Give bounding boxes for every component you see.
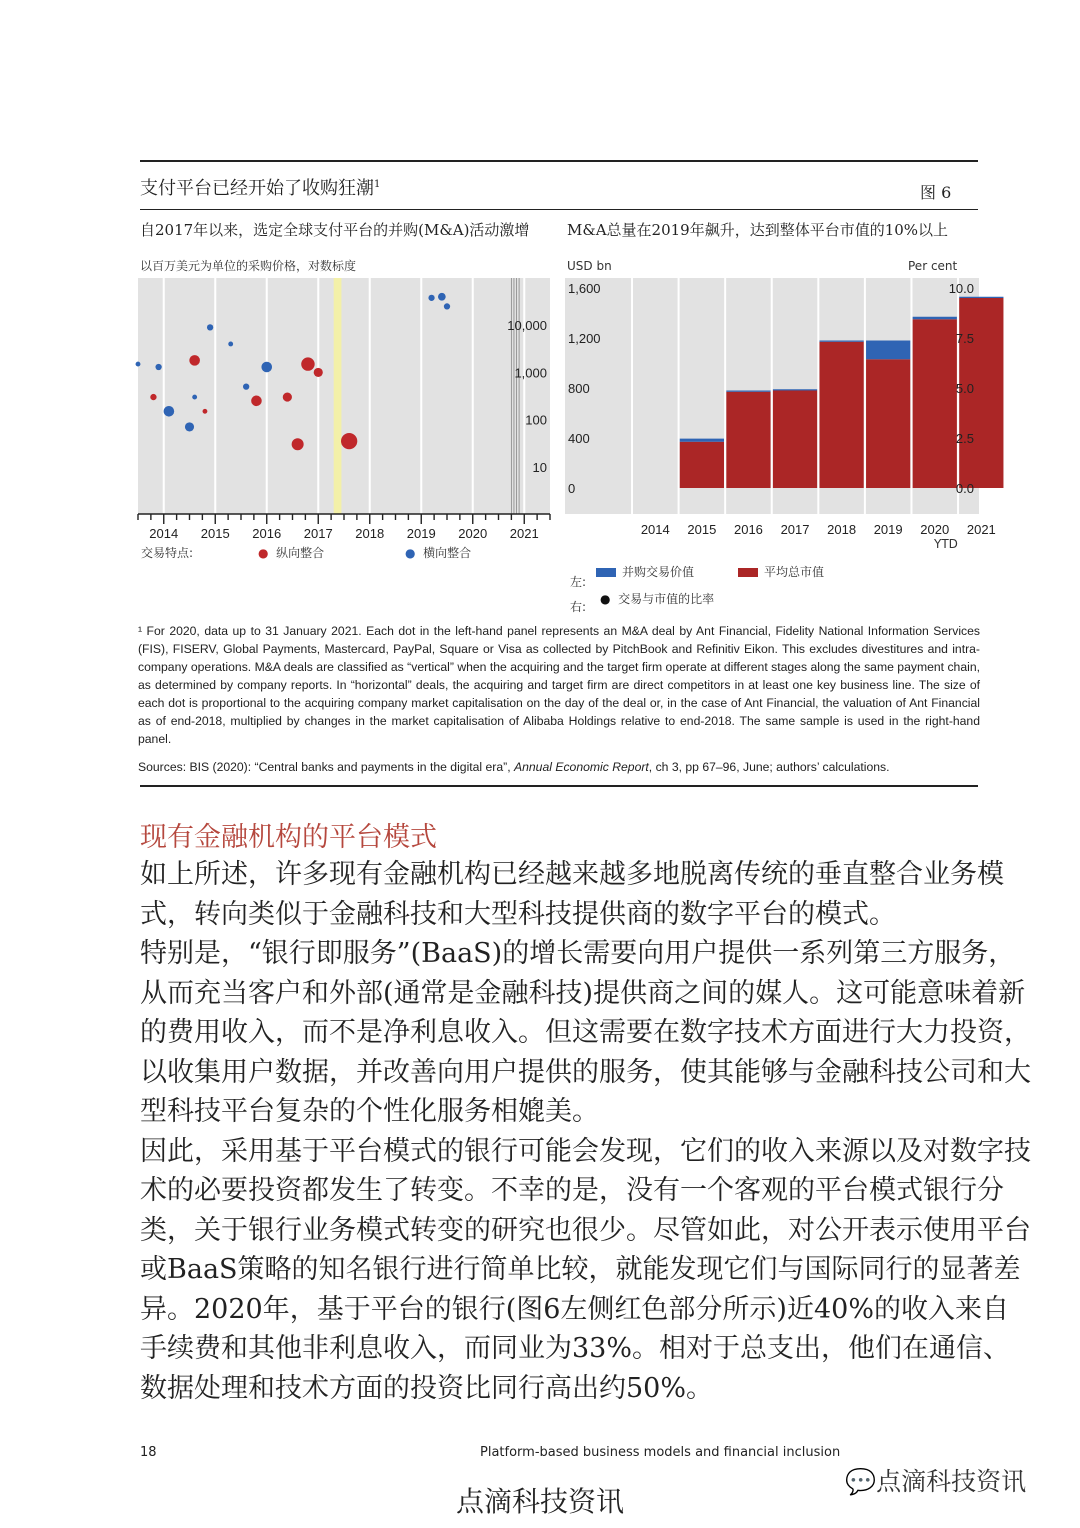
left-x-tick-label: 2021 [509,526,539,541]
deal-swatch-icon [596,568,616,577]
vertical-deal-point [189,355,200,366]
left-scatter-chart [138,278,552,540]
figure-top-rule [140,160,978,162]
figure-sources: Sources: BIS (2020): “Central banks and payments in the digital era”, Annual Economic Report, ch 3, pp 67–96, June; authors’ calculations. [138,760,890,774]
left-x-tick-label: 2014 [149,526,179,541]
highlight-band [334,278,342,514]
right-bar-chart [565,278,996,540]
left-x-tick-label: 2018 [355,526,385,541]
left-y-tick-label: 10 [532,459,547,475]
vertical-deal-point [203,409,208,414]
wechat-icon: 💬 [845,1467,877,1496]
left-legend-label: 交易特点: [141,546,194,560]
left-y-tick-label: 100 [525,412,547,428]
ratio-dot-icon: ● [600,592,611,606]
legend-horizontal: ● 横向整合 [405,546,472,560]
left-plot-background [138,278,550,514]
left-x-tick-label: 2020 [458,526,488,541]
horizontal-deal-point [155,364,161,370]
right-x-tick-label: 2018 [827,522,857,537]
right-x-tick-label: 2014 [640,522,670,537]
horizontal-deal-point [185,422,194,431]
running-footer-title: Platform-based business models and financial inclusion [480,1445,841,1460]
legend-ratio: ● 交易与市值的比率 [600,592,715,606]
deal-bar [726,391,770,392]
left-x-tick-label: 2015 [200,526,230,541]
cap-bar [913,319,957,488]
figure-footnote: ¹ For 2020, data up to 31 January 2021. Each dot in the left-hand panel represents an M&A deal by Ant Financial, Fidelity National Information Services (FIS), FISERV, Global Payments, Mastercard, PayPal, Square or Visa as collected by PitchBook and Refinitiv Eikon. This excludes divestitures and intra-company operations. M&A deals are classified as “vertical” when the acquiring and the target firm operate at different stages along the same payment chain, as determined by company reports. In “horizontal” deals, the acquiring and target firm are direct competitors in at least one key business line. The size of each dot is proportional to the acquiring company market capitalisation on the day of the deal or, in the case of Ant Financial, the valuation of Ant Financial as of end-2018, multiplied by changes in the market capitalisation of Alibaba Holdings relative to end-2018. The same sample is used in the right-hand panel. [138,624,980,746]
vertical-deal-point [150,394,156,400]
legend-cap: 平均总市值 [738,563,824,580]
horizontal-deal-point [261,362,272,373]
cap-bar [680,442,724,488]
paragraph: 因此，采用基于平台模式的银行可能会发现，它们的收入来源以及对数字技术的必要投资都发生了转变。不幸的是，没有一个客观的平台模式银行分类，关于银行业务模式转变的研究也很少。尽管如此，对公开表示使用平台或BaaS策略的知名银行进行简单比较，就能发现它们与国际同行的显著差异。2020年，基于平台的银行(图6左侧红色部分所示)近40%的收入来自手续费和其他非利息收入，而同业为33%。相对于总支出，他们在通信、数据处理和技术方面的投资比同行高出约50%。 [140,1135,1031,1404]
right-y-tick-label: 800 [568,381,590,396]
right-x-tick-label: 2015 [687,522,717,537]
right-x-tick-label: 2020 [920,522,950,537]
cap-bar [726,392,770,488]
deal-bar [773,389,817,390]
right-y2-tick-label: 10.0 [948,281,974,296]
left-panel-subtitle: 以百万美元为单位的采购价格，对数标度 [140,259,357,273]
vertical-deal-point [341,433,357,449]
vertical-deal-point [292,438,304,450]
figure-bottom-rule [140,785,978,787]
deal-bar [959,297,1003,298]
right-x-tick-label: 2021 [966,522,996,537]
vertical-deal-point [283,393,292,402]
left-y-tick-label: 1,000 [514,365,547,381]
vertical-deal-point [301,357,314,370]
vertical-dot-icon: ● [258,546,269,560]
deal-bar [913,317,957,320]
horizontal-deal-point [228,342,233,347]
right-y2-tick-label: 5.0 [955,381,974,396]
paragraph: 特别是，“银行即服务”(BaaS)的增长需要向用户提供一系列第三方服务，从而充当客户和外部(通常是金融科技)提供商之间的媒人。这可能意味着新的费用收入，而不是净利息收入。但这需要在数字技术方面进行大力投资，以收集用户数据，并改善向用户提供的服务，使其能够与金融科技公司和大型科技平台复杂的个性化服务相媲美。 [140,938,1031,1127]
right-left-unit: USD bn [567,259,612,273]
right-right-unit: Per cent [908,259,958,273]
page-number: 18 [140,1445,157,1460]
wechat-badge: 💬点滴科技资讯 [845,1467,1027,1496]
horizontal-deal-point [243,383,249,389]
cap-swatch-icon [738,568,758,577]
left-panel-title: 自2017年以来，选定全球支付平台的并购(M&A)活动激增 [140,221,530,239]
right-y-tick-label: 1,600 [568,281,601,296]
left-x-tick-label: 2019 [406,526,436,541]
vertical-deal-point [314,368,323,377]
watermark-text: 点滴科技资讯 [455,1485,624,1518]
deal-bar [866,341,910,360]
horizontal-deal-point [192,395,197,400]
section-heading: 现有金融机构的平台模式 [140,822,437,853]
figure-number: 图 6 [920,183,952,202]
body-text [140,855,1035,1408]
horizontal-deal-point [136,362,141,367]
right-y-tick-label: 1,200 [568,331,601,346]
right-x-tick-label: 2017 [780,522,810,537]
horizontal-deal-point [428,295,434,301]
cap-bar [866,359,910,488]
right-x-tick-label: 2019 [873,522,903,537]
cap-bar [773,391,817,489]
right-y2-tick-label: 0.0 [955,481,974,496]
figure-title: 支付平台已经开始了收购狂潮$^1$ [140,178,381,199]
vertical-deal-point [251,396,262,407]
deal-bar [680,439,724,442]
right-y2-tick-label: 7.5 [955,331,974,346]
left-y-tick-label: 10,000 [507,318,547,334]
horizontal-deal-point [438,293,446,301]
deal-bar [819,341,863,342]
horizontal-deal-point [207,324,213,330]
right-y-tick-label: 0 [568,481,576,496]
legend-left-label: 左: [570,575,587,589]
legend-vertical: ● 纵向整合 [258,546,325,560]
horizontal-deal-point [164,406,175,417]
right-panel-title: M&A总量在2019年飙升，达到整体平台市值的10%以上 [567,221,949,239]
horizontal-dot-icon: ● [405,546,416,560]
legend-right-label: 右: [570,600,587,614]
legend-deal: 并购交易价值 [596,563,694,580]
left-x-tick-label: 2016 [252,526,282,541]
paragraph: 如上所述，许多现有金融机构已经越来越多地脱离传统的垂直整合业务模式，转向类似于金融科技和大型科技提供商的数字平台的模式。 [140,859,1004,930]
right-y-tick-label: 400 [568,431,590,446]
horizontal-deal-point [444,303,450,309]
right-x-tick-label: 2016 [733,522,763,537]
cap-bar [819,342,863,488]
figure-title-rule [140,209,978,210]
left-x-tick-label: 2017 [303,526,333,541]
right-y2-tick-label: 2.5 [955,431,974,446]
right-ytd: YTD [934,537,958,551]
